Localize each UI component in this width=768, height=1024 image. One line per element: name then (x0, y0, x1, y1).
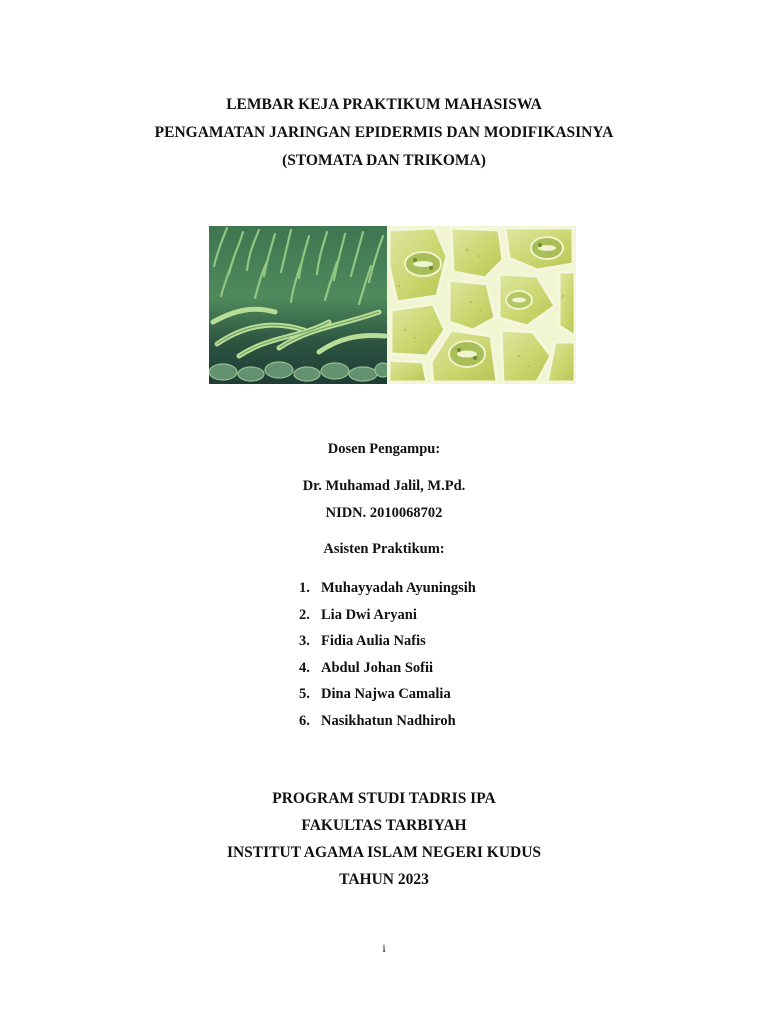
document-title (0, 91, 768, 175)
institution-block (0, 785, 768, 893)
institution-line-4: TAHUN 2023 (339, 871, 429, 888)
list-item (299, 578, 476, 605)
lecturer-name: Dr. Muhamad Jalil, M.Pd. (302, 478, 466, 494)
title-line-3: (STOMATA DAN TRIKOMA) (282, 152, 486, 169)
list-item-number: 3. (299, 633, 310, 650)
list-item-number: 5. (299, 686, 310, 703)
list-item-number: 2. (299, 606, 310, 623)
stomata-micrograph (387, 226, 576, 384)
list-item-name: Dina Najwa Camalia (321, 686, 451, 703)
institution-line-1: PROGRAM STUDI TADRIS IPA (272, 790, 496, 807)
list-item-name: Fidia Aulia Nafis (321, 633, 426, 650)
list-item-number: 1. (299, 580, 310, 596)
list-item-number: 4. (299, 659, 310, 676)
title-line-2: PENGAMATAN JARINGAN EPIDERMIS DAN MODIFIKASINYA (154, 124, 614, 141)
cover-figure (209, 226, 576, 384)
institution-line-3: INSTITUT AGAMA ISLAM NEGERI KUDUS (226, 844, 542, 861)
list-item (299, 684, 476, 711)
lecturer-heading: Dosen Pengampu: (327, 441, 441, 457)
title-line-1: LEMBAR KEJA PRAKTIKUM MAHASISWA (226, 96, 542, 113)
assistant-list (299, 578, 476, 738)
list-item (299, 605, 476, 632)
assistants-heading: Asisten Praktikum: (323, 541, 445, 557)
list-item-name: Lia Dwi Aryani (321, 606, 417, 623)
page-number: i (382, 941, 386, 955)
list-item (299, 658, 476, 685)
list-item (299, 631, 476, 658)
list-item-name: Abdul Johan Sofii (321, 659, 434, 676)
list-item-number: 6. (299, 712, 310, 729)
list-item-name: Nasikhatun Nadhiroh (321, 712, 456, 729)
institution-line-2: FAKULTAS TARBIYAH (301, 817, 467, 834)
list-item (299, 711, 476, 738)
trichome-micrograph (209, 226, 387, 384)
lecturer-id: NIDN. 2010068702 (325, 505, 443, 521)
list-item-name: Muhayyadah Ayuningsih (321, 580, 476, 596)
